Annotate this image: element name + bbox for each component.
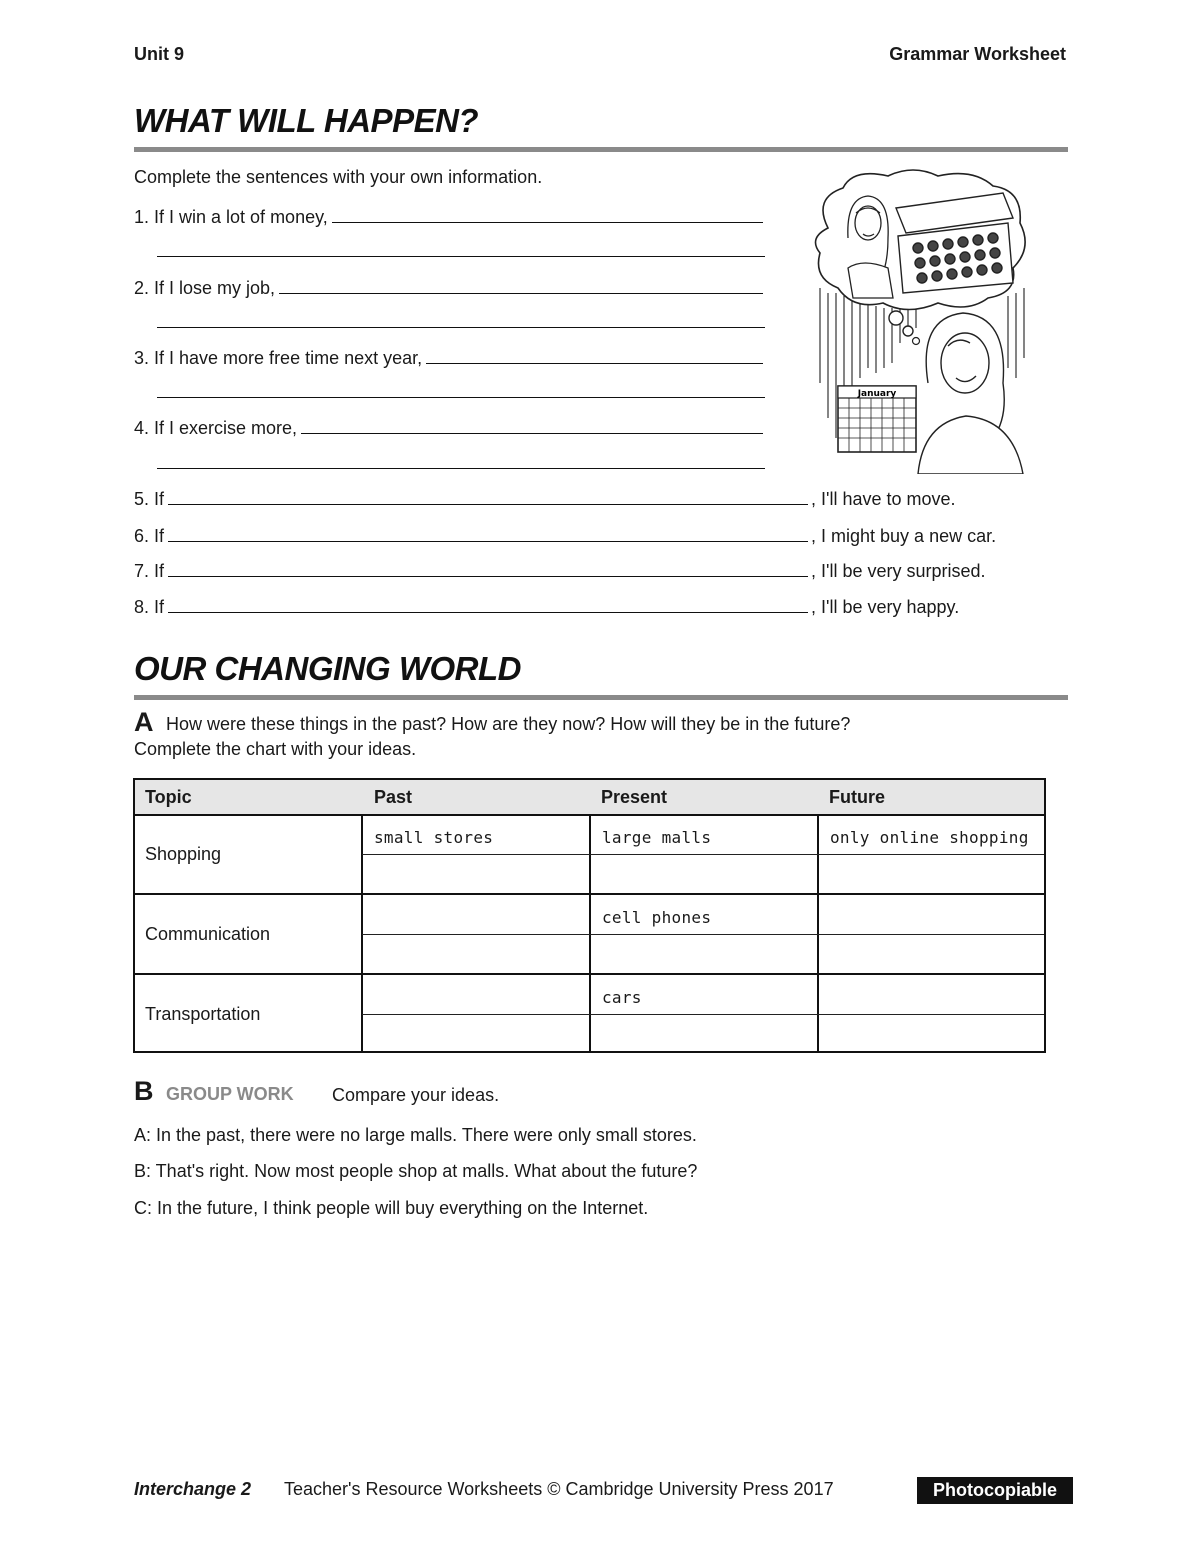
section1-title: WHAT WILL HAPPEN? — [134, 102, 479, 139]
section1-instructions: Complete the sentences with your own information. — [134, 167, 543, 187]
prompt-3 — [134, 347, 766, 369]
illustration — [808, 168, 1033, 474]
part-b-instruction: Compare your ideas. — [332, 1085, 500, 1105]
prompt-4-text: 4. If I exercise more, — [134, 418, 298, 438]
footer-credit: Teacher's Resource Worksheets © Cambridge University Press 2017 — [284, 1479, 834, 1499]
answer-line[interactable] — [157, 397, 765, 398]
topic-shopping: Shopping — [145, 844, 222, 864]
prompt-1-text: 1. If I win a lot of money, — [134, 207, 328, 227]
prompt-4 — [134, 417, 766, 439]
prompt-8-start: 8. If — [134, 597, 165, 617]
answer-line[interactable] — [426, 363, 763, 364]
part-b-letter: B — [134, 1076, 154, 1106]
answer-line[interactable] — [279, 293, 763, 294]
topic-transportation: Transportation — [145, 1004, 261, 1024]
header-topic: Topic — [145, 787, 192, 807]
cell-shopping-past[interactable]: small stores — [374, 828, 494, 847]
answer-line[interactable] — [332, 222, 763, 223]
chart-header-row — [135, 780, 1044, 816]
prompt-5-start: 5. If — [134, 489, 165, 509]
column-divider — [589, 814, 591, 1051]
row-divider — [135, 893, 1044, 895]
money-chest-icon — [896, 193, 1013, 293]
prompt-7-end: , I'll be very surprised. — [811, 561, 986, 581]
calendar-month-label: January — [857, 389, 897, 399]
answer-line[interactable] — [168, 504, 808, 505]
answer-line[interactable] — [168, 576, 808, 577]
prompt-5 — [134, 488, 1034, 510]
column-divider — [361, 814, 363, 1051]
dialogue-line-c: C: In the future, I think people will buy everything on the Internet. — [134, 1198, 649, 1218]
prompt-2 — [134, 277, 766, 299]
unit-label: Unit 9 — [134, 44, 185, 64]
ideas-chart — [133, 778, 1046, 1053]
part-a-line2: Complete the chart with your ideas. — [134, 739, 417, 759]
dialogue-line-a: A: In the past, there were no large malls. There were only small stores. — [134, 1125, 697, 1145]
part-a-letter: A — [134, 707, 154, 737]
header-present: Present — [601, 787, 668, 807]
header-future: Future — [829, 787, 885, 807]
cell-shopping-future[interactable]: only online shopping — [830, 828, 1029, 847]
sub-row-divider — [362, 1014, 1044, 1015]
prompt-5-end: , I'll have to move. — [811, 489, 956, 509]
prompt-6-start: 6. If — [134, 526, 165, 546]
answer-line[interactable] — [168, 612, 808, 613]
prompt-8-end: , I'll be very happy. — [811, 597, 960, 617]
calendar-icon — [838, 386, 916, 452]
prompt-3-text: 3. If I have more free time next year, — [134, 348, 423, 368]
photocopiable-badge: Photocopiable — [917, 1477, 1073, 1504]
dialogue-line-b: B: That's right. Now most people shop at malls. What about the future? — [134, 1161, 698, 1181]
answer-line[interactable] — [157, 468, 765, 469]
prompt-2-text: 2. If I lose my job, — [134, 278, 276, 298]
cell-shopping-present[interactable]: large malls — [602, 828, 712, 847]
topic-communication: Communication — [145, 924, 271, 944]
cell-transportation-present[interactable]: cars — [602, 988, 642, 1007]
footer-book-title: Interchange 2 — [134, 1479, 252, 1499]
answer-line[interactable] — [301, 433, 763, 434]
group-work-label: GROUP WORK — [166, 1084, 294, 1104]
prompt-6-end: , I might buy a new car. — [811, 526, 997, 546]
woman-with-calendar-icon — [918, 313, 1023, 474]
section2-title: OUR CHANGING WORLD — [134, 650, 521, 687]
section2-rule — [134, 695, 1068, 700]
section1-rule — [134, 147, 1068, 152]
prompt-7 — [134, 560, 1034, 582]
answer-line[interactable] — [157, 327, 765, 328]
part-a-line1: How were these things in the past? How are they now? How will they be in the future? — [166, 714, 851, 734]
prompt-6 — [134, 525, 1034, 547]
cell-communication-present[interactable]: cell phones — [602, 908, 712, 927]
row-divider — [135, 973, 1044, 975]
header-past: Past — [374, 787, 413, 807]
prompt-1 — [134, 206, 766, 228]
sub-row-divider — [362, 934, 1044, 935]
column-divider — [817, 814, 819, 1051]
sub-row-divider — [362, 854, 1044, 855]
prompt-7-start: 7. If — [134, 561, 165, 581]
answer-line[interactable] — [168, 541, 808, 542]
answer-line[interactable] — [157, 256, 765, 257]
prompt-8 — [134, 596, 1034, 618]
worksheet-type: Grammar Worksheet — [889, 44, 1066, 64]
